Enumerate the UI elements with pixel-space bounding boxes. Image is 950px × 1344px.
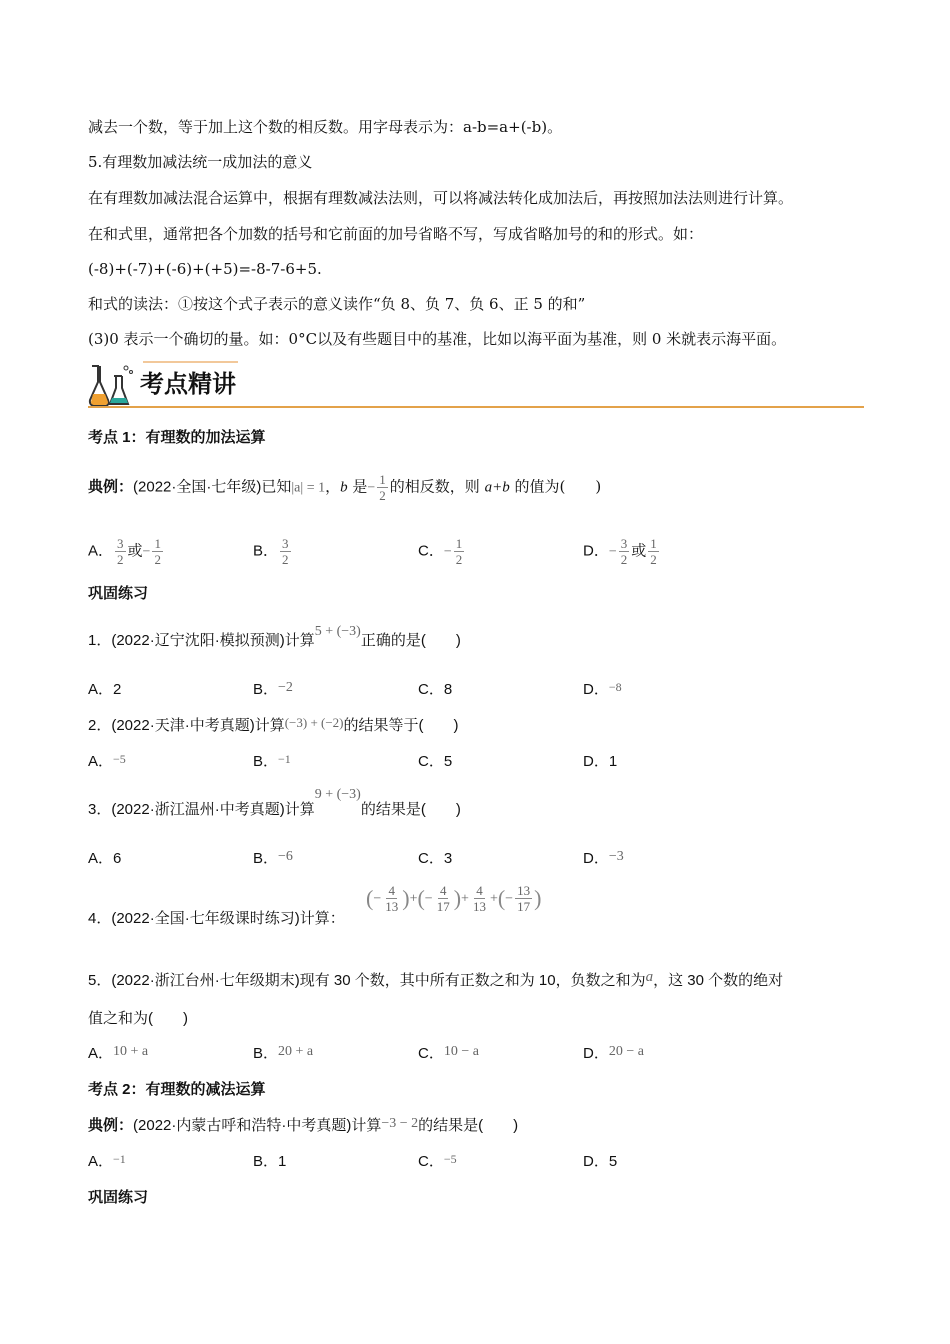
fraction-num: 4 <box>476 883 483 898</box>
paren-close: ) <box>534 885 542 911</box>
fraction-den: 13 <box>385 899 399 914</box>
fraction-den: 2 <box>117 552 124 567</box>
q5-option-c[interactable] <box>418 1044 479 1065</box>
fraction-den: 2 <box>620 552 628 567</box>
option-label: A． <box>88 1045 114 1062</box>
option-join: 或 <box>631 542 647 560</box>
example-text-post: 的结果是( ) <box>418 1117 519 1134</box>
option-math: −1 <box>113 1152 126 1166</box>
example-option-d[interactable] <box>583 536 661 567</box>
fraction <box>383 883 400 914</box>
option-label: C． <box>418 1153 444 1170</box>
question-text-post: 的结果等于( ) <box>343 717 459 734</box>
paren-close: ) <box>453 885 462 911</box>
option-label: D．1 <box>583 753 618 770</box>
intro-line-4: 在和式里，通常把各个加数的括号和它前面的加号省略不写，写成省略加号的和的形式。如： <box>88 225 704 243</box>
q2-option-a[interactable] <box>88 752 126 772</box>
q5-option-b[interactable] <box>253 1044 313 1065</box>
option-label: C． <box>418 1045 444 1062</box>
intro-line-3: 在有理数加减法混合运算中，根据有理数减法法则，可以将减法转化成加法后，再按照加法法则进行计算。 <box>88 189 794 207</box>
q1-option-c[interactable] <box>418 680 452 701</box>
fraction-den: 2 <box>650 552 657 567</box>
flask-icon <box>88 362 134 408</box>
option-math: −5 <box>113 752 126 766</box>
option-join: 或 <box>127 542 143 560</box>
fraction-den: 2 <box>154 552 161 567</box>
frac-sign: − <box>367 480 376 496</box>
option-label: B． <box>253 850 279 867</box>
paren-open: ( <box>497 885 506 911</box>
paren-open: ( <box>417 885 425 911</box>
plus-sign: + <box>409 891 418 907</box>
option-letter: C． <box>418 542 444 560</box>
option-label: A． <box>88 1153 114 1170</box>
option-label: B． <box>253 681 279 698</box>
example-text: (2022·内蒙古呼和浩特·中考真题)计算 <box>133 1117 382 1134</box>
option-math: −5 <box>443 1152 457 1166</box>
option-math: −2 <box>278 680 293 695</box>
q3-option-b[interactable] <box>253 849 293 870</box>
kaodian-1-example <box>88 472 601 503</box>
question-text: 4．(2022·全国·七年级课时练习)计算： <box>88 910 345 927</box>
question-4-expression <box>366 883 541 914</box>
term-sign: − <box>373 891 382 907</box>
option-label: A．2 <box>88 681 122 698</box>
option-label: B．1 <box>253 1153 287 1170</box>
option-label: B． <box>253 1045 279 1062</box>
example-option-c[interactable] <box>418 536 466 567</box>
intro-line-5: (-8)+(-7)+(-6)+(+5)=-8-7-6+5. <box>88 260 322 278</box>
example-source: (2022·全国·七年级)已知 <box>133 478 292 496</box>
var-b: b <box>340 479 348 496</box>
option-math: 10 + a <box>113 1044 149 1059</box>
option-letter: A． <box>88 542 114 560</box>
fraction-num: 1 <box>455 536 463 551</box>
kaodian-1-title: 考点 1：有理数的加法运算 <box>88 429 266 446</box>
option-sign: − <box>142 544 151 560</box>
fraction <box>152 536 163 567</box>
example-mid: 是 <box>347 477 368 496</box>
option-sign: − <box>443 544 452 560</box>
q3-option-a[interactable] <box>88 849 121 870</box>
q5-option-a[interactable] <box>88 1044 148 1065</box>
question-text-post: 正确的是( ) <box>360 632 461 649</box>
option-label: C．5 <box>418 753 453 770</box>
intro-line-2: 5.有理数加减法统一成加法的意义 <box>88 153 313 171</box>
fraction <box>435 883 452 914</box>
question-text: 1．(2022·辽宁沈阳·模拟预测)计算 <box>88 632 315 649</box>
question-text-post: ，这 30 个数的绝对 <box>653 972 784 989</box>
fraction <box>454 536 465 567</box>
option-label: D． <box>583 681 609 698</box>
option-math: 20 + a <box>278 1044 314 1059</box>
plus-sign: + <box>489 891 498 907</box>
option-sign: − <box>608 544 617 560</box>
fraction-num: 1 <box>154 536 161 551</box>
example-mid-3: 的相反数，则 <box>389 477 485 496</box>
kaodian-2-title: 考点 2：有理数的减法运算 <box>88 1081 266 1098</box>
fraction-den: 2 <box>379 488 386 503</box>
practice-title-2: 巩固练习 <box>88 1189 149 1206</box>
question-expr: (−3) + (−2) <box>284 715 344 730</box>
fraction <box>619 536 630 567</box>
option-math: −1 <box>278 752 291 766</box>
q1-option-b[interactable] <box>253 680 293 701</box>
abs-expression: |a| = 1 <box>291 480 326 496</box>
fraction-den: 17 <box>517 899 531 914</box>
term-sign: − <box>424 891 433 907</box>
option-math: 20 − a <box>608 1044 644 1059</box>
kaodian-2-example <box>88 1116 518 1137</box>
paren-close: ) <box>402 885 410 911</box>
fraction-num: 1 <box>379 472 386 487</box>
option-label: A． <box>88 753 114 770</box>
option-math: −3 <box>608 849 624 864</box>
option-math: −6 <box>278 849 293 864</box>
fraction <box>648 536 659 567</box>
fraction <box>280 536 291 567</box>
fraction-num: 1 <box>650 536 657 551</box>
option-label: A．6 <box>88 850 122 867</box>
q1-option-d[interactable] <box>583 680 622 700</box>
paren-open: ( <box>366 885 374 911</box>
question-text: 5．(2022·浙江台州·七年级期末)现有 30 个数，其中所有正数之和为 10，负数之和为 <box>88 972 646 989</box>
option-label: D．5 <box>583 1153 618 1170</box>
option-label: B． <box>253 753 279 770</box>
example-tail: 的值为( ) <box>509 477 602 496</box>
fraction <box>115 536 126 567</box>
intro-line-6: 和式的读法：①按这个式子表示的意义读作“负 8、负 7、负 6、正 5 的和” <box>88 295 586 313</box>
option-letter: B． <box>253 542 279 560</box>
example-label: 典例： <box>88 478 134 496</box>
fraction-den: 17 <box>436 899 450 914</box>
question-expr: 9 + (−3) <box>314 787 361 802</box>
q1-option-a[interactable] <box>88 680 121 701</box>
question-1 <box>88 624 461 652</box>
example-option-a[interactable] <box>88 536 165 567</box>
fraction-den: 2 <box>455 552 463 567</box>
practice-title-1: 巩固练习 <box>88 585 149 602</box>
plus-sign: + <box>461 891 469 907</box>
question-expr: 5 + (−3) <box>314 624 361 639</box>
fraction-num: 3 <box>117 536 124 551</box>
fraction-den: 2 <box>282 552 289 567</box>
fraction-num: 3 <box>620 536 628 551</box>
fraction <box>471 883 488 914</box>
q2-option-c[interactable] <box>418 752 452 773</box>
q2-option-d[interactable] <box>583 752 617 773</box>
k2-option-d[interactable] <box>583 1152 617 1173</box>
example-comma: ， <box>325 477 341 496</box>
example-label: 典例： <box>88 1117 134 1134</box>
option-letter: D． <box>583 542 609 560</box>
option-label: C．8 <box>418 681 453 698</box>
option-math: 10 − a <box>443 1044 479 1059</box>
question-text-post: 的结果是( ) <box>360 801 461 818</box>
option-label: C．3 <box>418 850 453 867</box>
fraction <box>377 472 388 503</box>
option-label: D． <box>583 1045 609 1062</box>
question-5-line-1 <box>88 971 783 991</box>
k2-option-c[interactable] <box>418 1152 457 1172</box>
question-2 <box>88 716 459 736</box>
question-text: 2．(2022·天津·中考真题)计算 <box>88 717 285 734</box>
question-4 <box>88 909 345 929</box>
fraction-num: 4 <box>439 883 447 898</box>
header-decoration <box>143 361 238 363</box>
fraction-num: 13 <box>517 883 531 898</box>
k2-option-b[interactable] <box>253 1152 286 1173</box>
q2-option-b[interactable] <box>253 752 291 772</box>
q3-option-d[interactable] <box>583 849 624 870</box>
intro-line-1: 减去一个数，等于加上这个数的相反数。用字母表示为：a-b=a+(-b)。 <box>88 118 563 136</box>
option-math: −8 <box>608 680 622 694</box>
example-option-b[interactable] <box>253 536 293 567</box>
fraction-num: 3 <box>282 536 289 551</box>
fraction <box>515 883 532 914</box>
question-5-line-2: 值之和为( ) <box>88 1010 188 1027</box>
fraction-den: 13 <box>472 899 486 914</box>
section-title: 考点精讲 <box>140 370 236 398</box>
question-3 <box>88 787 461 821</box>
var-a: a <box>645 969 654 985</box>
q5-option-d[interactable] <box>583 1044 644 1065</box>
term-sign: − <box>505 891 514 907</box>
var-ab: a+b <box>484 479 510 496</box>
intro-line-7: (3)0 表示一个确切的量。如：0°C以及有些题目中的基准，比如以海平面为基准，则 0 米就表示海平面。 <box>88 330 787 348</box>
fraction-num: 4 <box>388 883 395 898</box>
question-text: 3．(2022·浙江温州·中考真题)计算 <box>88 801 315 818</box>
header-rule <box>88 406 864 408</box>
q3-option-c[interactable] <box>418 849 452 870</box>
example-expr: −3 − 2 <box>381 1116 419 1131</box>
option-label: D． <box>583 850 609 867</box>
k2-option-a[interactable] <box>88 1152 126 1172</box>
